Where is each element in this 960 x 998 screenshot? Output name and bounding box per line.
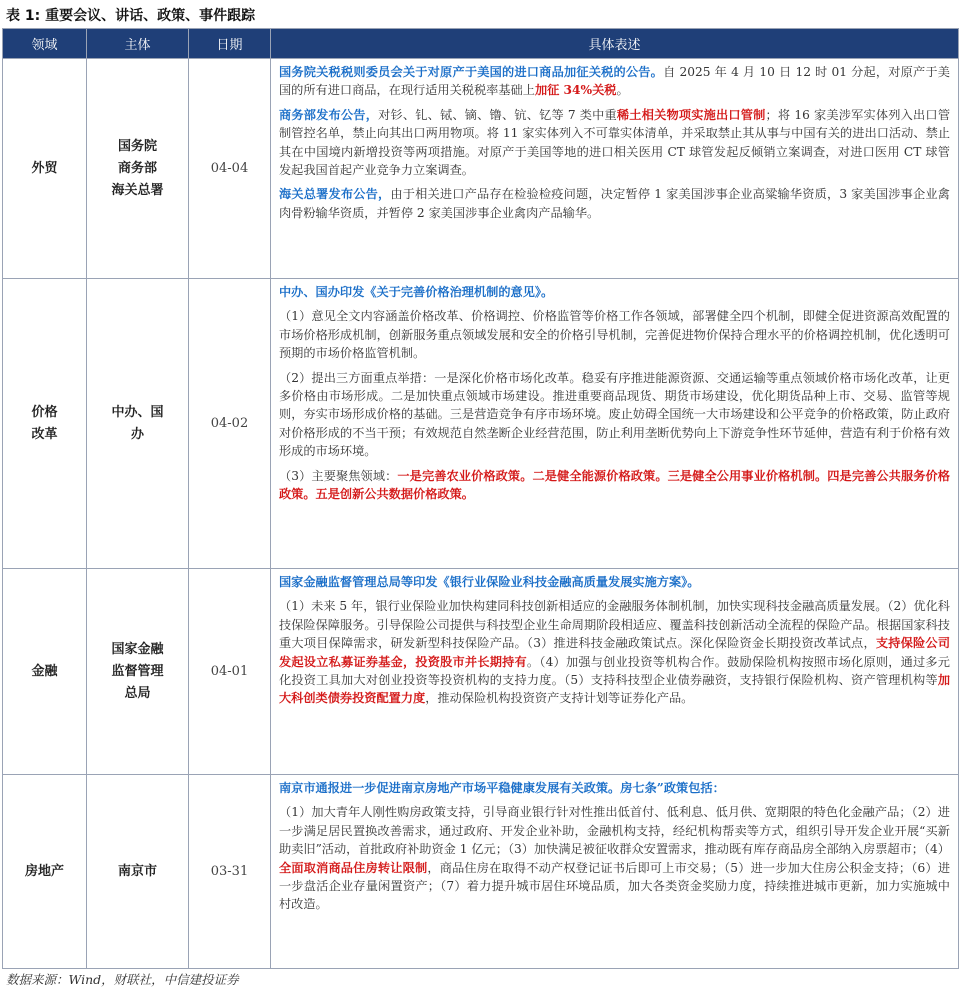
row-date: 04-02 <box>189 279 271 569</box>
paragraph: （2）提出三方面重点举措：一是深化价格市场化改革。稳妥有序推进能源资源、交通运输等重点领域价格市场化改革，让更多价格由市场形成。二是加快重点领域市场建设。推进重要商品现货、期货市场建设，优化期货品种上市、交易、监管等规则，夯实市场形成价格的基础。三是营造竞争有序市场环境。废止妨碍全国统一大市场建设和公平竞争的价格政策，防止政府对价格形成的不当干预；有效规范自然垄断企业经营范围，防止利用垄断优势向上下游竞争性环节延伸，营造有利于价格有效形成的市场环境。 <box>279 370 950 459</box>
row-category: 外贸 <box>3 59 87 279</box>
row-date: 04-04 <box>189 59 271 279</box>
policy-tracking-table <box>2 28 959 969</box>
row-org: 国家金融 监督管理 总局 <box>87 569 189 775</box>
row-date: 03-31 <box>189 775 271 969</box>
row-org: 中办、国 办 <box>87 279 189 569</box>
paragraph: 国务院关税税则委员会关于对原产于美国的进口商品加征关税的公告。自 2025 年 4 月 10 日 12 时 01 分起，对原产于美国的所有进口商品，在现行适用关税税率基础上加征 34%关税。 <box>279 65 950 98</box>
paragraph: 海关总署发布公告，由于相关进口产品存在检验检疫问题，决定暂停 1 家美国涉事企业高粱输华资质，3 家美国涉事企业禽肉骨粉输华资质，并暂停 2 家美国涉事企业禽肉产品输华。 <box>279 187 950 220</box>
header-org: 主体 <box>87 29 189 59</box>
row-org: 南京市 <box>87 775 189 969</box>
table-title: 表 1: 重要会议、讲话、政策、事件跟踪 <box>6 8 256 24</box>
paragraph: （1）加大青年人刚性购房政策支持，引导商业银行针对性推出低首付、低利息、低月供、宽期限的特色化金融产品；（2）进一步满足居民置换改善需求，通过政府、开发企业补助，金融机构支持，经纪机构帮卖等方式，组织引导开发企业开展“买新助卖旧”活动，首批政府补助资金 1 亿元；（3）加快满足被征收群众安置需求，推动既有库存商品房全部纳入房票超市；（4）全面取消商品住房转让限制，商品住房在取得不动产权登记证书后即可上市交易；（5）进一步加大住房公积金支持；（6）进一步盘活企业存量闲置资产；（7）着力提升城市居住环境品质，加大各类资金奖励力度，持续推进城市更新，加力实施城中村改造。 <box>279 805 951 912</box>
table-row <box>3 59 959 279</box>
paragraph: 中办、国办印发《关于完善价格治理机制的意见》。 <box>279 285 554 299</box>
header-row <box>3 29 959 59</box>
row-category: 金融 <box>3 569 87 775</box>
table-row <box>3 279 959 569</box>
paragraph: 商务部发布公告，对钐、钆、铽、镝、镥、钪、钇等 7 类中重稀土相关物项实施出口管制；将 16 家美涉军实体列入出口管制管控名单，禁止向其出口两用物项。将 11 家实体列入不可靠实体清单，并采取禁止其从事与中国有关的进出口活动、禁止其在中国境内新增投资等两项措施。对原产于美国等地的进口相关医用 CT 球管发起反倾销立案调查，对进口医用 CT 球管发起我国首起产业竞争力立案调查。 <box>279 107 951 178</box>
header-description: 具体表述 <box>271 29 959 59</box>
row-description <box>271 569 959 775</box>
paragraph: （1）未来 5 年，银行业保险业加快构建同科技创新相适应的金融服务体制机制，加快实现科技金融高质量发展。（2）优化科技保险保障服务。引导保险公司提供与科技型企业生命周期阶段相适应、覆盖科技创新活动全流程的保险产品。根据国家科技重大项目保障需求，研发新型科技保险产品。（3）推进科技金融政策试点。深化保险资金长期投资改革试点，支持保险公司发起设立私募证券基金，投资股市并长期持有。（4）加强与创业投资等机构合作。鼓励保险机构按照市场化原则，通过多元化投资工具加大对创业投资等投资机构的支持力度。（5）支持科技型企业债券融资，支持银行保险机构、资产管理机构等加大科创类债券投资配置力度，推动保险机构投资资产支持计划等证券化产品。 <box>279 599 951 706</box>
table-row <box>3 775 959 969</box>
table-row <box>3 569 959 775</box>
row-category: 房地产 <box>3 775 87 969</box>
row-description <box>271 775 959 969</box>
row-description <box>271 59 959 279</box>
row-description <box>271 279 959 569</box>
paragraph: （1）意见全文内容涵盖价格改革、价格调控、价格监管等价格工作各领域，部署健全四个机制，即健全促进资源高效配置的市场价格形成机制，创新服务重点领域发展和安全的价格引导机制，完善促进物价保持合理水平的价格调控机制，优化透明可预期的市场价格监管机制。 <box>279 309 950 361</box>
header-date: 日期 <box>189 29 271 59</box>
paragraph: 南京市通报进一步促进南京房地产市场平稳健康发展有关政策。房七条”政策包括： <box>279 781 725 795</box>
source-note: 数据来源：Wind，财联社，中信建投证券 <box>6 972 239 987</box>
row-org: 国务院 商务部 海关总署 <box>87 59 189 279</box>
row-category: 价格 改革 <box>3 279 87 569</box>
header-category: 领域 <box>3 29 87 59</box>
paragraph: 国家金融监督管理总局等印发《银行业保险业科技金融高质量发展实施方案》。 <box>279 575 700 589</box>
row-date: 04-01 <box>189 569 271 775</box>
paragraph: （3）主要聚焦领域：一是完善农业价格政策。二是健全能源价格政策。三是健全公用事业价格机制。四是完善公共服务价格政策。五是创新公共数据价格政策。 <box>279 468 950 502</box>
